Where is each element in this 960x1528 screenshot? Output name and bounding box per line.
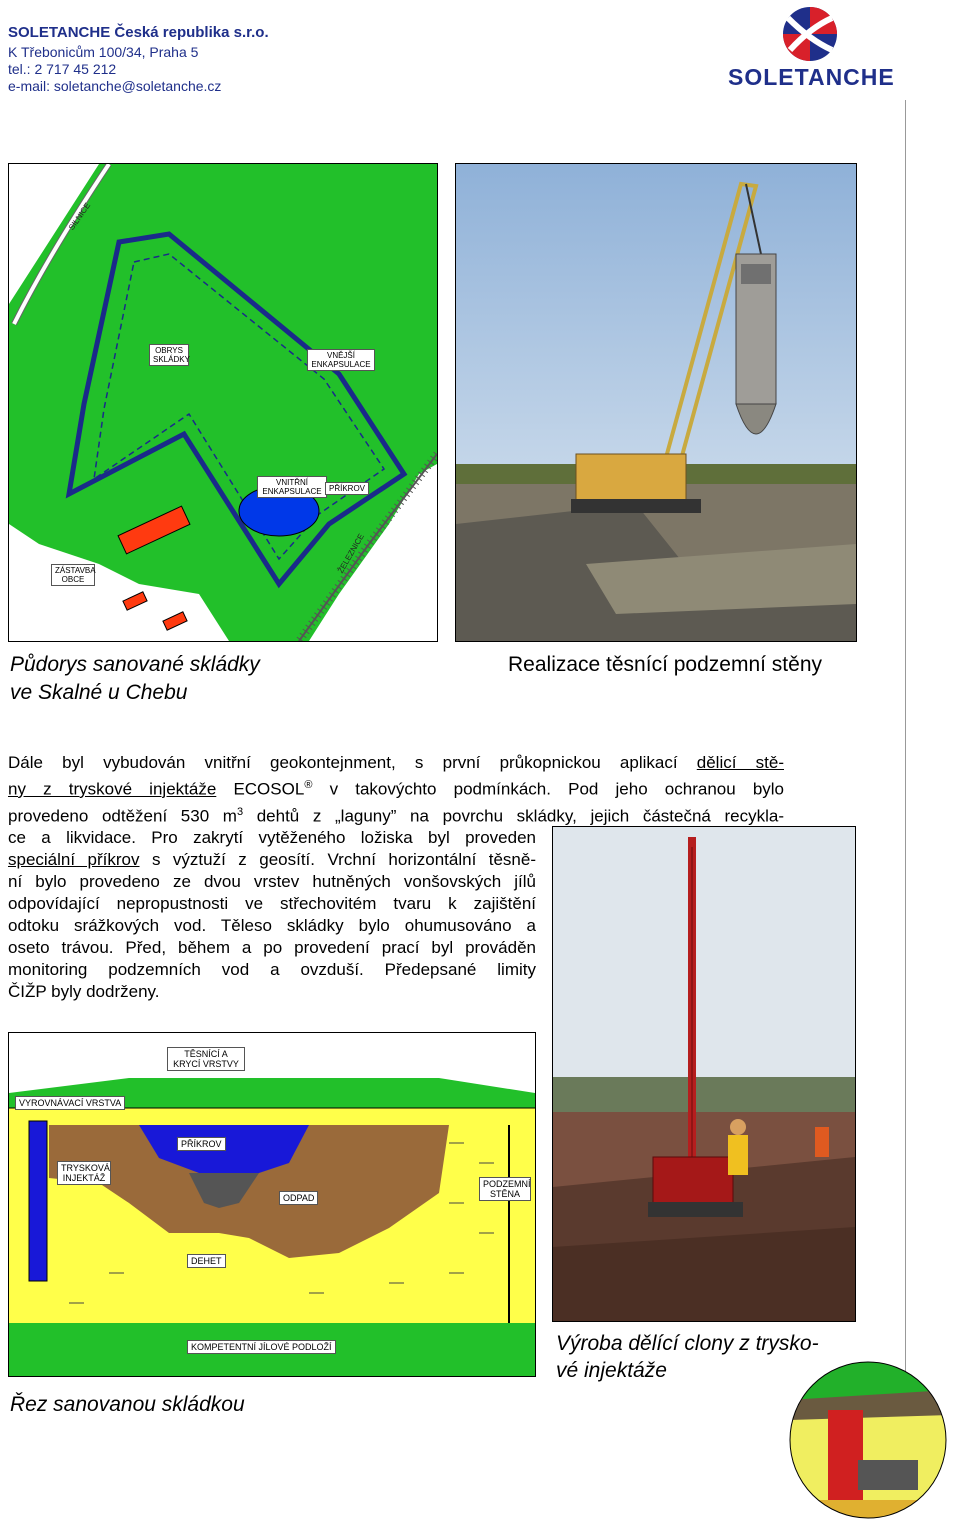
map-label-road: SILNICE bbox=[66, 201, 93, 232]
caption-map-line1: Půdorys sanované skládky bbox=[10, 653, 260, 676]
map-label-inner: VNITŘNÍ ENKAPSULACE bbox=[257, 476, 327, 498]
section-label-cover: PŘÍKROV bbox=[177, 1137, 226, 1151]
caption-photo2-line2: vé injektáže bbox=[556, 1359, 667, 1382]
logo-text: SOLETANCHE bbox=[728, 64, 895, 90]
cross-section-diagram bbox=[8, 1032, 536, 1377]
circular-illustration bbox=[788, 1360, 948, 1520]
site-plan-map bbox=[8, 163, 438, 642]
section-label-clay: KOMPETENTNÍ JÍLOVÉ PODLOŽÍ bbox=[187, 1340, 336, 1354]
section-label-waste: ODPAD bbox=[279, 1191, 318, 1205]
company-phone: tel.: 2 717 45 212 bbox=[8, 61, 117, 77]
company-address: K Třebonicům 100/34, Praha 5 bbox=[8, 44, 199, 60]
map-label-cover: PŘÍKROV bbox=[325, 482, 369, 495]
photo-crane-wall bbox=[455, 163, 857, 642]
map-label-outer: VNĚJŠÍ ENKAPSULACE bbox=[307, 349, 375, 371]
photo-drilling-rig bbox=[552, 826, 856, 1322]
section-label-wall: PODZEMNÍ STĚNA bbox=[479, 1177, 531, 1201]
section-label-tar: DEHET bbox=[187, 1254, 226, 1268]
section-label-jet: TRYSKOVÁ INJEKTÁŽ bbox=[57, 1161, 111, 1185]
company-name: SOLETANCHE Česká republika s.r.o. bbox=[8, 24, 269, 41]
section-label-layers: TĚSNÍCÍ A KRYCÍ VRSTVY bbox=[167, 1047, 245, 1071]
body-paragraph: Dále byl vybudován vnitřní geokontejnment, s první průkopnickou aplikací dělicí stě- ny z tryskové injektáže ECOSOL® v takovýchto podmínkách. Pod jeho ochranou bylo provedeno odtěžení 530 $m^3$ dehtů z „laguny” na povrchu skládky, jejich částečná recykla- ce a likvidace. Pro zakrytí vytěženého ložiska byl proveden speciální příkrov s výztuží z geosítí. Vrchní horizontální těsně- ní bylo provedeno ze dvou vrstev hutněných vonšovských jílů odpovídající nepropustnosti ve střechovitém tvaru k zajištění odtoku srážkových vod. Těleso skládky bylo ohumusováno a oseto trávou. Před, během a po provedení prací byl prováděn monitoring podzemních vod a ovzduší. Předepsané limity ČIŽP byly dodrženy. bbox=[8, 753, 785, 1002]
map-label-rail: ŽELEZNICE bbox=[336, 532, 366, 575]
caption-section: Řez sanovanou skládkou bbox=[10, 1393, 245, 1416]
map-label-village: ZÁSTAVBA OBCE bbox=[51, 564, 95, 586]
right-margin-rule bbox=[905, 100, 906, 1420]
caption-photo1: Realizace těsnící podzemní stěny bbox=[508, 653, 822, 676]
company-logo bbox=[728, 4, 893, 94]
company-email[interactable]: e-mail: soletanche@soletanche.cz bbox=[8, 78, 222, 94]
section-label-leveling: VYROVNÁVACÍ VRSTVA bbox=[15, 1096, 125, 1110]
caption-map-line2: ve Skalné u Chebu bbox=[10, 681, 188, 704]
caption-photo2-line1: Výroba dělící clony z trysko- bbox=[556, 1332, 819, 1355]
map-label-outline: OBRYS SKLÁDKY bbox=[149, 344, 189, 366]
